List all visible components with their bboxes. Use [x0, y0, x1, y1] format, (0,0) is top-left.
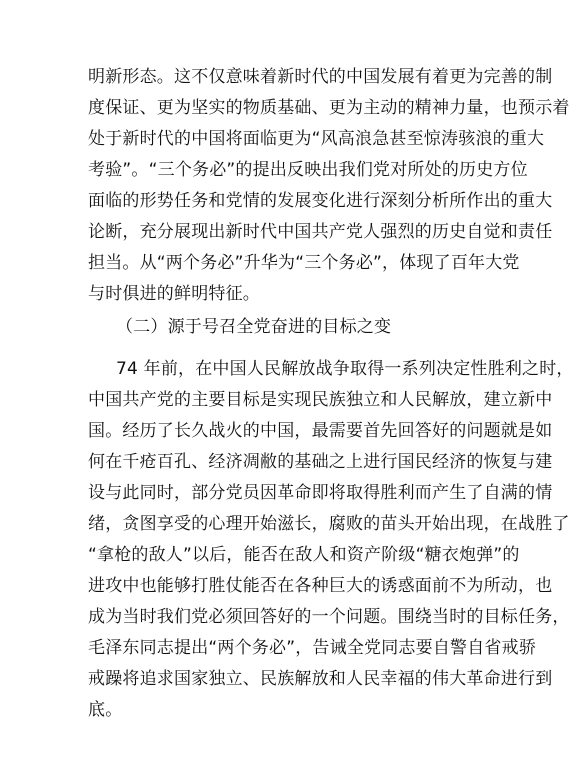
- paragraph-2-line-7: “拿枪的敌人”以后，能否在敌人和资产阶级“糖衣炮弹”的: [88, 545, 520, 565]
- paragraph-2-line-8: 进攻中也能够打胜仗能否在各种巨大的诱惑面前不为所动，也: [88, 576, 553, 596]
- paragraph-2-line-3: 国。经历了长久战火的中国，最需要首先回答好的问题就是如: [88, 421, 553, 441]
- paragraph-2-line-6: 绪，贪图享受的心理开始滋长，腐败的苗头开始出现，在战胜了: [88, 514, 570, 534]
- paragraph-1-line-7: 担当。从“两个务必”升华为“三个务必”，体现了百年大党: [88, 253, 520, 273]
- paragraph-1-line-8: 与时俱进的鲜明特征。: [88, 284, 260, 304]
- paragraph-1-line-5: 面临的形势任务和党情的发展变化进行深刻分析所作出的重大: [88, 191, 553, 211]
- paragraph-2-line-4: 何在千疮百孔、经济凋敝的基础之上进行国民经济的恢复与建: [88, 452, 553, 472]
- paragraph-2-line-9: 成为当时我们党必须回答好的一个问题。围绕当时的目标任务，: [88, 607, 570, 627]
- section-heading: （二）源于号召全党奋进的目标之变: [116, 317, 392, 337]
- paragraph-2-line-2: 中国共产党的主要目标是实现民族独立和人民解放，建立新中: [88, 390, 553, 410]
- paragraph-1-line-1: 明新形态。这不仅意味着新时代的中国发展有着更为完善的制: [88, 67, 553, 87]
- paragraph-1-line-6: 论断，充分展现出新时代中国共产党人强烈的历史自觉和责任: [88, 222, 553, 242]
- paragraph-2-line-10: 毛泽东同志提出“两个务必”，告诫全党同志要自警自省戒骄: [88, 638, 537, 658]
- paragraph-2-line-5: 设与此同时，部分党员因革命即将取得胜利而产生了自满的情: [88, 483, 553, 503]
- paragraph-2-line-12: 底。: [88, 700, 123, 720]
- paragraph-1-line-2: 度保证、更为坚实的物质基础、更为主动的精神力量，也预示着: [88, 98, 570, 118]
- paragraph-2-line-11: 戒躁将追求国家独立、民族解放和人民幸福的伟大革命进行到: [88, 669, 553, 689]
- paragraph-1-line-4: 考验”。“三个务必”的提出反映出我们党对所处的历史方位: [88, 160, 528, 180]
- paragraph-2-line-1: 74 年前，在中国人民解放战争取得一系列决定性胜利之时，: [116, 359, 574, 379]
- paragraph-1-line-3: 处于新时代的中国将面临更为“风高浪急甚至惊涛骇浪的重大: [88, 129, 545, 149]
